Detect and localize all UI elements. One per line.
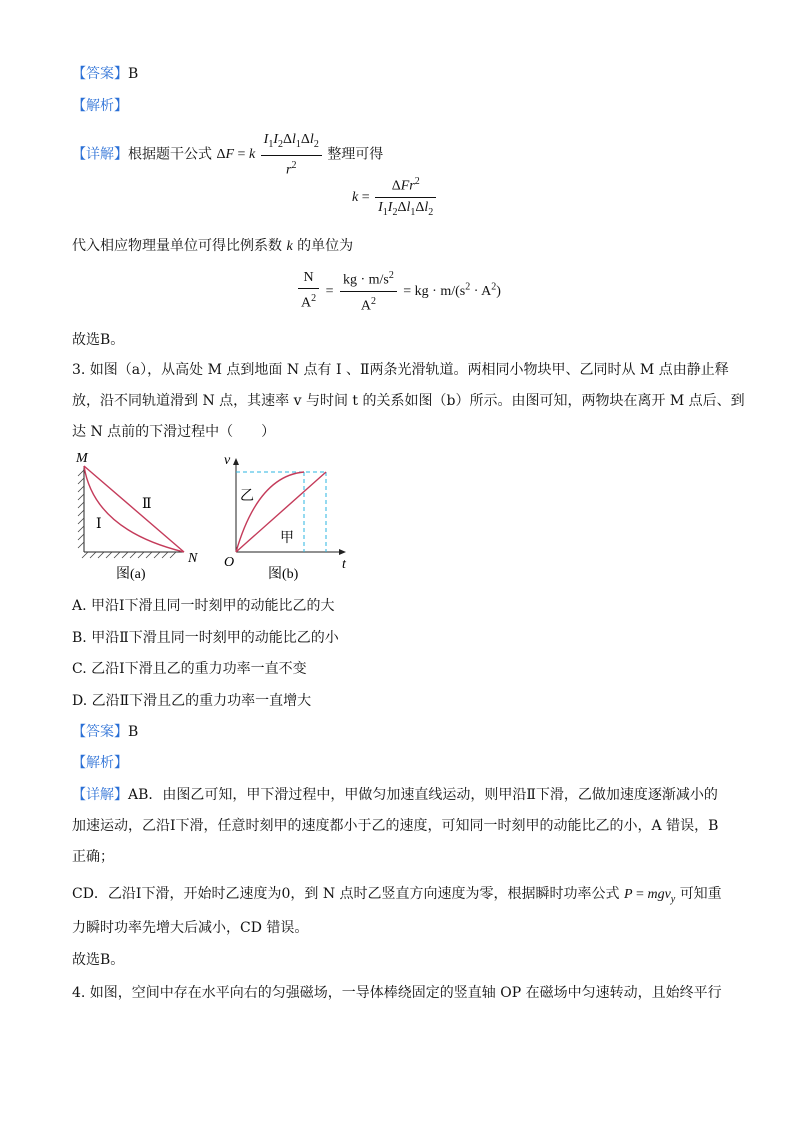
formula-power: P = mgv$_y$	[623, 887, 676, 905]
caption-a: 图(a)	[116, 567, 146, 582]
v-axis-arrow	[233, 458, 239, 465]
label-t: t	[342, 557, 346, 572]
answer-tag: 【答案】	[72, 66, 128, 82]
label-v: v	[224, 453, 231, 468]
label-M: M	[76, 451, 88, 466]
label-jia: 甲	[280, 531, 294, 546]
conclusion-q2: 故选B。	[72, 332, 125, 348]
option-B: B. 甲沿Ⅱ下滑且同一时刻甲的动能比乙的小	[72, 630, 339, 646]
detail-line5-q3: 力瞬时功率先增大后减小，CD 错误。	[72, 920, 309, 936]
formula-k: k = $\frac{\Delta Fr^2}{I_1I_2\Delta l_1\Delta l_2}$	[352, 172, 438, 222]
analysis-tag-q3: 【解析】	[72, 755, 128, 771]
formula-deltaF: ΔF = k $\frac{I_1I_2\Delta l_1\Delta l_2}{r^2}$	[216, 147, 327, 162]
analysis-tag-q2: 【解析】	[72, 98, 128, 114]
hatch-ground	[82, 552, 176, 558]
option-C: C. 乙沿Ⅰ下滑且乙的重力功率一直不变	[72, 661, 307, 677]
conclusion-q3: 故选B。	[72, 952, 125, 968]
unit-sentence: 代入相应物理量单位可得比例系数 k 的单位为	[72, 238, 354, 254]
detail-line4-q3: CD．乙沿Ⅰ下滑，开始时乙速度为0，到 N 点时乙竖直方向速度为零，根据瞬时功率公式 P = mgv$_y$ 可知重	[72, 886, 722, 905]
q3-stem-line2: 放，沿不同轨道滑到 N 点，其速率 v 与时间 t 的关系如图（b）所示。由图可知，两物块在离开 M 点后、到	[72, 393, 745, 409]
detail-line-q2: 【详解】根据题干公式 ΔF = k $\frac{I_1I_2\Delta l_1\Delta l_2}{r^2}$ 整理可得	[72, 132, 384, 178]
label-N: N	[188, 551, 198, 566]
detail-line2-q3: 加速运动，乙沿Ⅰ下滑，任意时刻甲的速度都小于乙的速度，可知同一时刻甲的动能比乙的小，A 错误，B	[72, 818, 719, 834]
figure-a	[66, 448, 212, 584]
label-track-I: Ⅰ	[96, 517, 102, 532]
hatch-wall	[78, 470, 84, 548]
q4-stem-line1: 4. 如图，空间中存在水平向右的匀强磁场，一导体棒绕固定的竖直轴 OP 在磁场中匀速转动，且始终平行	[72, 985, 722, 1001]
detail-line1-q3: 【详解】AB．由图乙可知，甲下滑过程中，甲做匀加速直线运动，则甲沿Ⅱ下滑，乙做加速度逐渐减小的	[72, 787, 718, 803]
formula-units: $\frac{N}{A^2}$ = $\frac{kg \cdot m/s^2}{A^2}$ = kg · $m/(s^2 \cdot A^2)$	[296, 266, 501, 316]
q3-stem-line1: 3. 如图（a），从高处 M 点到地面 N 点有 Ⅰ 、Ⅱ两条光滑轨道。两相同小物块甲、乙同时从 M 点由静止释	[72, 362, 729, 378]
option-D: D. 乙沿Ⅱ下滑且乙的重力功率一直增大	[72, 693, 312, 709]
track-II	[84, 466, 184, 552]
figure-b	[218, 448, 358, 584]
caption-b: 图(b)	[268, 567, 299, 582]
answer-line-q2	[72, 64, 138, 84]
q3-stem-line3: 达 N 点前的下滑过程中（ ）	[72, 424, 276, 440]
answer-line-q3: 【答案】B	[72, 724, 139, 740]
label-track-II: Ⅱ	[142, 497, 152, 512]
label-yi: 乙	[240, 489, 254, 504]
detail-line3-q3: 正确；	[72, 849, 114, 865]
answer-value: B	[128, 66, 139, 82]
option-A: A. 甲沿Ⅰ下滑且同一时刻甲的动能比乙的大	[72, 598, 335, 614]
t-axis-arrow	[339, 549, 346, 555]
label-O: O	[224, 555, 235, 570]
